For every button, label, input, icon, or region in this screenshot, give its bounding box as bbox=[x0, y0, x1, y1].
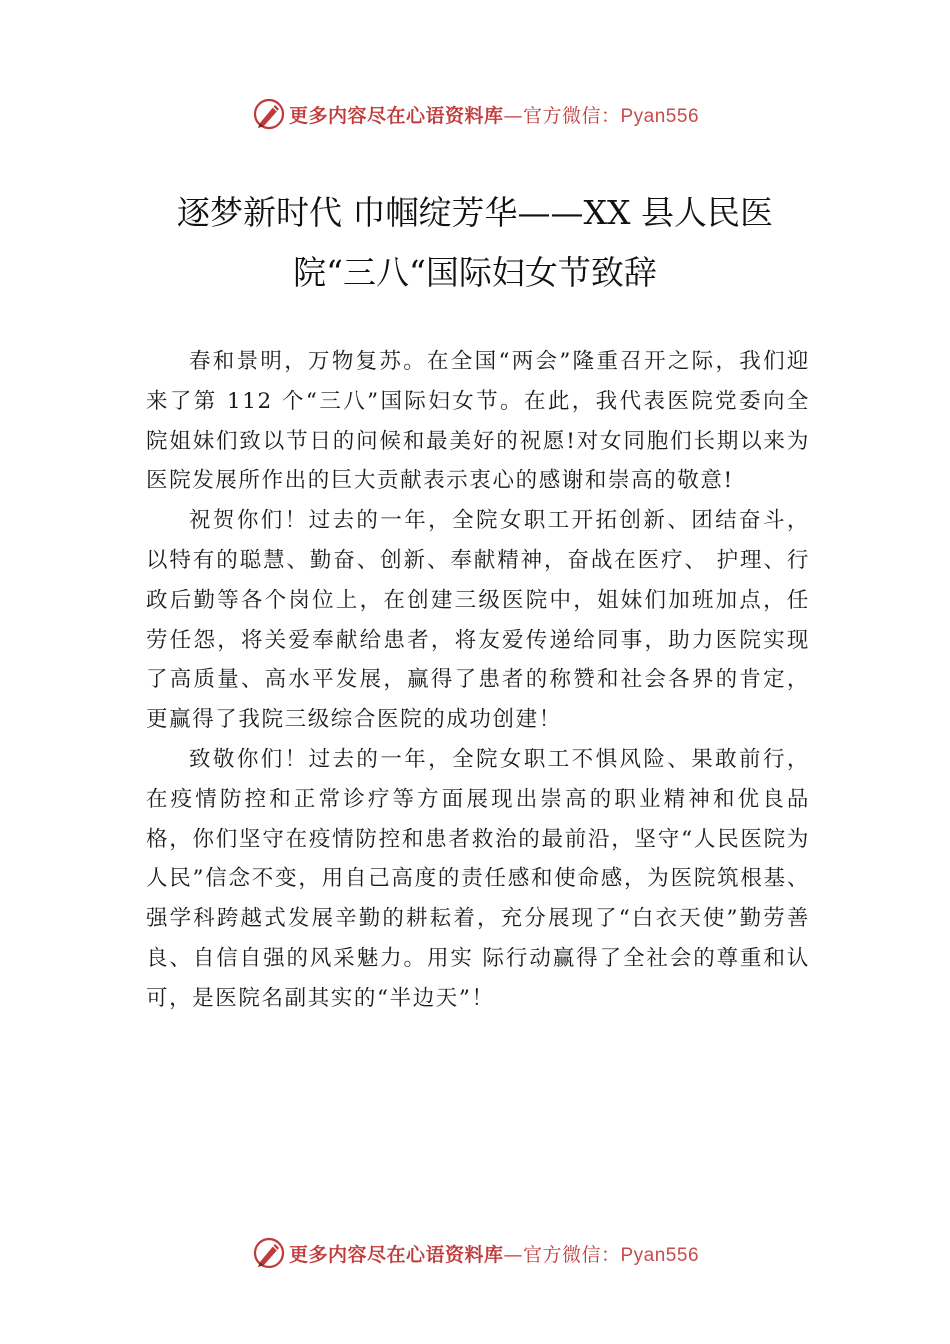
footer-site-name: 更多内容尽在心语资料库 bbox=[288, 1243, 504, 1266]
paragraph: 祝贺你们！过去的一年，全院女职工开拓创新、团结奋斗，以特有的聪慧、勤奋、创新、奉献精神，奋战在医疗、 护理、行政后勤等各个岗位上，在创建三级医院中，姐妹们加班加点，任劳任怨，将关爱奉献给患者，将友爱传递给同事，助力医院实现了高质量、高水平发展，赢得了患者的称赞和社会各界的肯定，更赢得了我院三级综合医院的成功创建！ bbox=[146, 508, 810, 733]
footer-banner-text bbox=[289, 1240, 699, 1267]
title-line-2: 院“三八“国际妇女节致辞 bbox=[293, 253, 657, 292]
paragraph: 致敬你们！过去的一年，全院女职工不惧风险、果敢前行，在疫情防控和正常诊疗等方面展现出崇高的职业精神和优良品格，你们坚守在疫情防控和患者救治的最前沿，坚守“人民医院为人民”信念不变，用自己高度的责任感和使命感，为医院筑根基、强学科跨越式发展辛勤的耕耘着，充分展现了“白衣天使”勤劳善良、自信自强的风采魅力。用实 际行动赢得了全社会的尊重和认可，是医院名副其实的“半边天”！ bbox=[146, 746, 810, 1011]
pen-logo-icon bbox=[251, 96, 287, 132]
footer-wechat-label: 官方微信： bbox=[522, 1243, 621, 1266]
header-wechat-id: Pyan556 bbox=[620, 105, 700, 127]
header-banner bbox=[0, 94, 950, 134]
pen-logo-icon bbox=[251, 1235, 287, 1271]
header-banner-text bbox=[289, 101, 699, 128]
footer-banner bbox=[0, 1233, 950, 1273]
header-wechat-label: 官方微信： bbox=[522, 104, 621, 127]
paragraph: 春和景明，万物复苏。在全国“两会”隆重召开之际，我们迎来了第 112 个“三八”国际妇女节。在此，我代表医院党委向全院姐妹们致以节日的问候和最美好的祝愿!对女同胞们长期以来为医院发展所作出的巨大贡献表示衷心的感谢和崇高的敬意! bbox=[146, 349, 810, 494]
title-line-1: 逐梦新时代 巾帼绽芳华——XX 县人民医 bbox=[177, 193, 773, 232]
header-separator: — bbox=[503, 104, 523, 127]
footer-separator: — bbox=[503, 1243, 523, 1266]
header-site-name: 更多内容尽在心语资料库 bbox=[288, 104, 504, 127]
document-title bbox=[0, 183, 950, 303]
footer-wechat-id: Pyan556 bbox=[620, 1244, 700, 1266]
document-body bbox=[146, 342, 810, 1019]
